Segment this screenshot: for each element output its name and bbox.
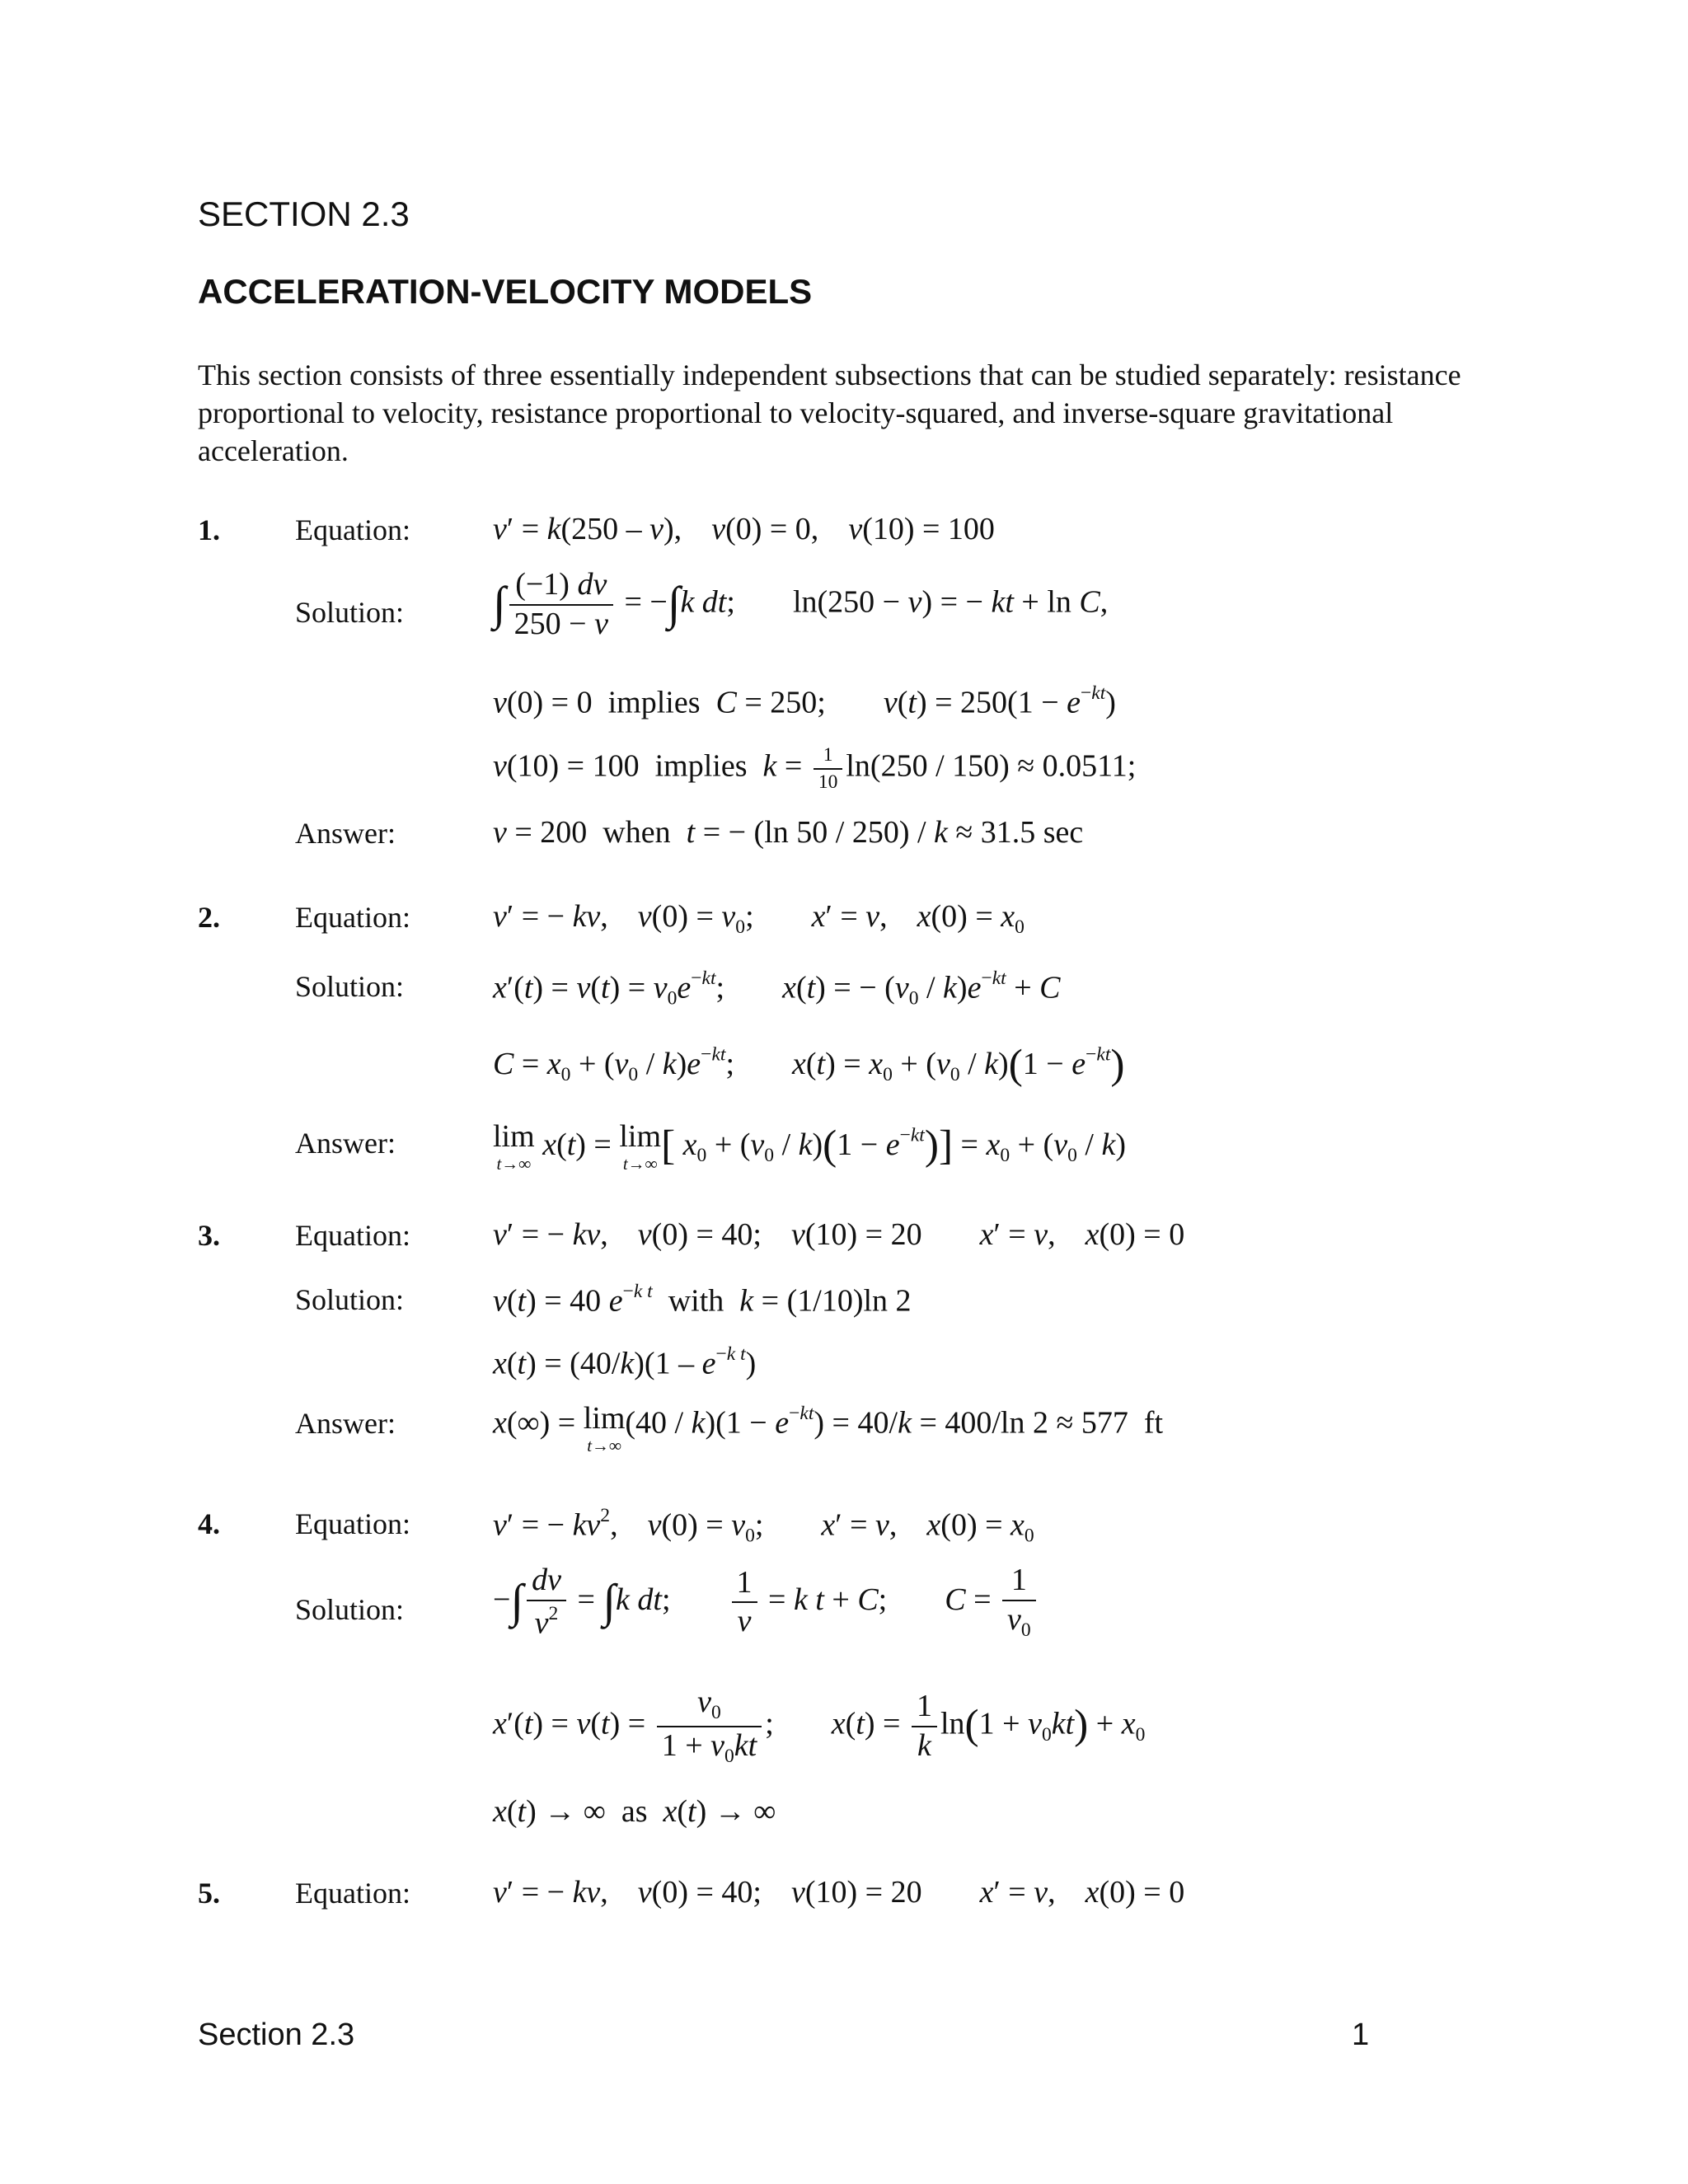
equation-label: Equation: — [295, 1507, 410, 1540]
equation-line: $C = x_0 + (v_0 / k)e^{-kt}$; $x(t) = x_0 + (v_0 / k)(1 - e^{-kt})$ — [493, 1041, 1125, 1088]
equation-label: Equation: — [295, 513, 410, 546]
equation-line: x′(t) = v(t) = $\frac{v_0}{1 + v_0kt}$ ; x(t) = $\frac{1}{k}$ $\ln(1 + v_0kt) + x_0$ — [493, 1685, 1146, 1768]
intro-paragraph: This section consists of three essentially independent subsections that can be studied separately: resistance proportional to velocity, resistance proportional to velocity-squared, and inverse-square gravitational acceleration. — [198, 359, 1461, 467]
equation-line: v′ = − kv, $v(0) = v_0$; x′ = v, $x(0) = x_0$ — [493, 899, 1025, 939]
solution-label: Solution: — [295, 1593, 405, 1626]
equation-line: ∫ $\frac{(-1) dv}{250 - v}$ = −∫k dt; ln(250 − v) = − kt + ln C, — [493, 567, 1109, 641]
equation-line: v(t) = 40 $e^{-k t}$ with k = (1/10)ln 2 — [493, 1281, 912, 1319]
problem-number: 2. — [198, 901, 220, 934]
problem-number: 5. — [198, 1877, 220, 1910]
equation-line: −∫ $\frac{dv}{v^2}$ = ∫k dt; $\frac{1}{v}$ = k t + C; C = $\frac{1}{v_0}$ — [493, 1564, 1039, 1641]
equation-line: x(∞) = lim t→∞ $(40 / k)(1 - e^{-kt}) = 40/k = 400/\ln$ 2 ≈ 577 ft — [493, 1401, 1164, 1455]
equation-line: $x'(t) = v(t) = v_0e^{-kt}$; x(t) = − $(v_0 / k)e^{-kt} + C$ — [493, 968, 1061, 1010]
equation-line: v(10) = 100 implies k = $\frac{1}{10}$ ln(250 / 150) ≈ 0.0511; — [493, 744, 1137, 793]
solution-label: Solution: — [295, 596, 405, 629]
equation-line: v(0) = 0 implies C = 250; $v(t) = 250(1 - e^{-kt})$ — [493, 682, 1116, 720]
equation-line: v′ = − kv, v(0) = 40; v(10) = 20 x′ = v, x(0) = 0 — [493, 1875, 1185, 1910]
equation-label: Equation: — [295, 1877, 410, 1910]
equation-label: Equation: — [295, 1219, 410, 1252]
equation-line: v = 200 when t = − (ln 50 / 250) / k ≈ 31.5 sec — [493, 815, 1084, 850]
page-title: ACCELERATION-VELOCITY MODELS — [198, 272, 813, 311]
solution-label: Solution: — [295, 970, 405, 1003]
footer-section: Section 2.3 — [198, 2018, 355, 2052]
problem-number: 3. — [198, 1219, 220, 1252]
equation-label: Equation: — [295, 901, 410, 934]
problem-number: 4. — [198, 1507, 220, 1540]
equation-line: $x(t) = (40/k)(1 - e^{-k t})$ — [493, 1343, 757, 1381]
solution-label: Solution: — [295, 1283, 405, 1316]
equation-line: v′ = − $kv^2$, $v(0) = v_0$; x′ = v, $x(0) = x_0$ — [493, 1505, 1034, 1547]
page-number: 1 — [1352, 2018, 1370, 2052]
equation-line: lim t→∞ x(t) = lim t→∞ [ $x_0 + (v_0 / k)(1 - e^{-kt})] = x_0 + (v_0 / k)$ — [493, 1119, 1126, 1174]
answer-label: Answer: — [295, 817, 396, 850]
problem-number: 1. — [198, 513, 220, 546]
equation-line: x(t) → ∞ as x(t) → ∞ — [493, 1794, 776, 1829]
answer-label: Answer: — [295, 1407, 396, 1440]
equation-line: v′ = k(250 – v), v(0) = 0, v(10) = 100 — [493, 512, 995, 546]
equation-line: v′ = − kv, v(0) = 40; v(10) = 20 x′ = v, x(0) = 0 — [493, 1217, 1185, 1252]
answer-label: Answer: — [295, 1127, 396, 1160]
section-label: SECTION 2.3 — [198, 194, 410, 233]
